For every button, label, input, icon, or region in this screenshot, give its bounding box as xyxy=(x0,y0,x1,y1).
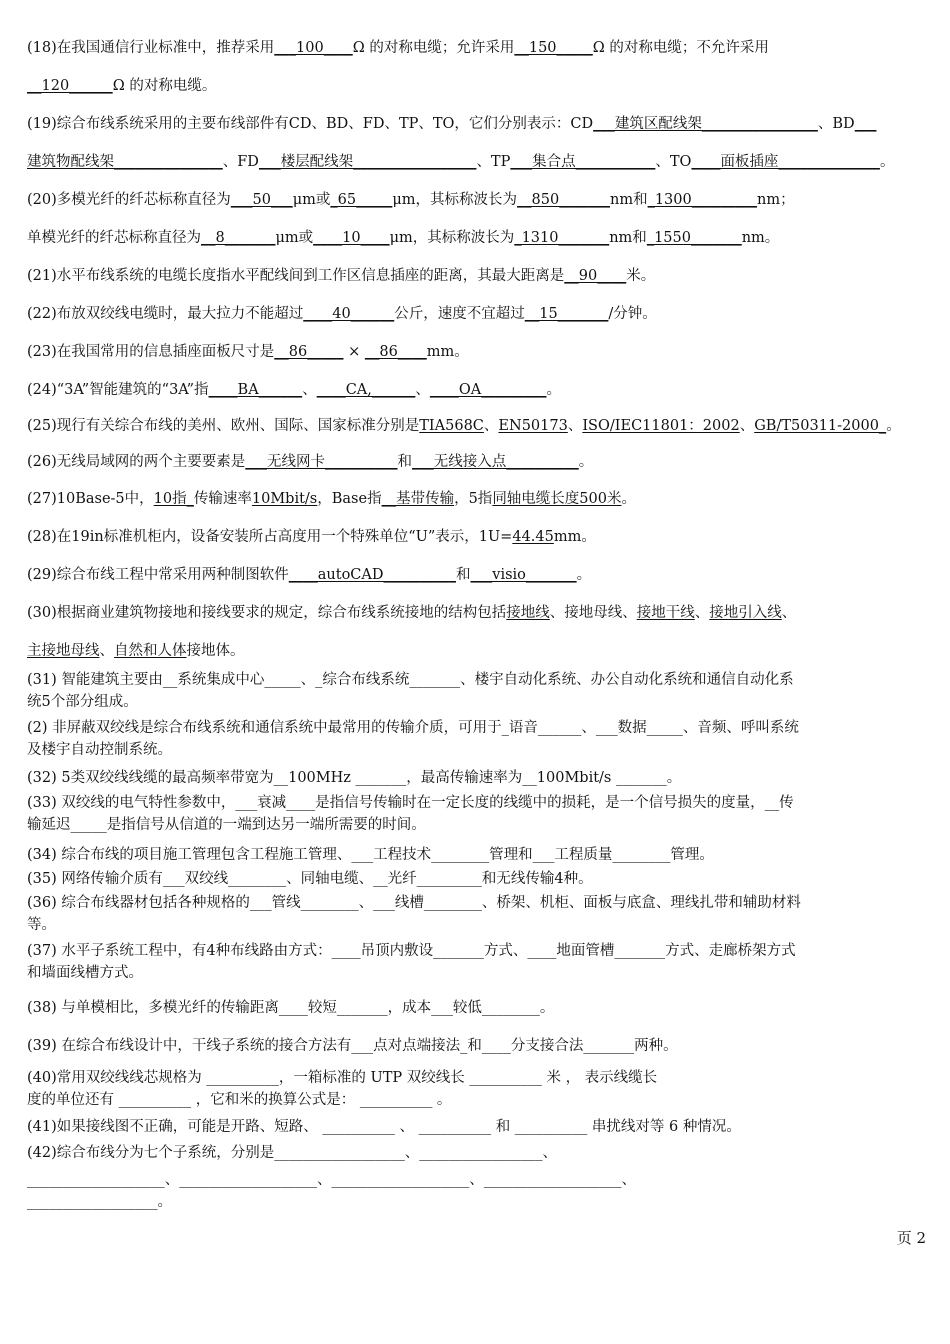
filled-answer: 自然和人体 xyxy=(114,643,187,659)
text-line xyxy=(27,1192,928,1212)
filled-answer: ____面板插座______________ xyxy=(691,154,880,170)
line-text: (31) 智能建筑主要由__系统集成中心_____、_综合布线系统_______、楼宇自动化系统、办公自动化系统和通信自动化系 xyxy=(27,672,794,688)
line-text: 、 xyxy=(567,418,583,434)
text-line xyxy=(27,416,928,436)
line-text: 。 xyxy=(886,418,901,434)
filled-answer: __90____ xyxy=(564,268,627,284)
line-text: 。 xyxy=(546,382,561,398)
line-text: 、 xyxy=(99,643,114,659)
line-text: Ω 的对称电缆；不允许采用 xyxy=(592,40,769,56)
line-text: 传输速率 xyxy=(193,491,252,507)
filled-answer: ____10____ xyxy=(313,230,390,246)
line-text: (41)如果接线图不正确，可能是开路、短路、 __________ 、 __________ 和 __________ 串扰线对等 6 种情况。 xyxy=(27,1119,741,1135)
filled-answer: GB/T50311-2000_ xyxy=(754,418,887,434)
line-text: (2) 非屏蔽双绞线是综合布线系统和通信系统中最常用的传输介质，可用于_语音______、___数据_____、音频、呼叫系统 xyxy=(27,720,799,736)
line-text: (42)综合布线分为七个子系统，分别是__________________、_________________、 xyxy=(27,1145,558,1161)
line-text: 、BD xyxy=(817,116,855,132)
line-text: (27)10Base-5中， xyxy=(27,491,154,507)
filled-answer: _65_____ xyxy=(330,192,393,208)
line-text: (23)在我国常用的信息插座面板尺寸是 xyxy=(27,344,275,360)
line-text: 公斤，速度不宜超过 xyxy=(394,306,525,322)
line-text: 、 xyxy=(483,418,499,434)
line-text: nm。 xyxy=(741,230,780,246)
line-text: /分钟。 xyxy=(608,306,657,322)
filled-answer: __86_____ xyxy=(274,344,344,360)
filled-answer: 接地线 xyxy=(506,605,550,621)
line-text: 度的单位还有 __________ ，它和米的换算公式是： __________ 。 xyxy=(27,1092,452,1108)
text-line xyxy=(27,1117,928,1137)
filled-answer: ISO/IEC11801：2002 xyxy=(582,418,740,434)
filled-answer: ___visio_______ xyxy=(470,567,577,583)
line-text: 单模光纤的纤芯标称直径为 xyxy=(27,230,201,246)
filled-answer: 接地干线 xyxy=(636,605,695,621)
filled-answer: EN50173 xyxy=(498,418,568,434)
filled-answer: 建筑物配线架_______________ xyxy=(27,154,223,170)
line-text: ___________________、___________________、___________________、___________________、 xyxy=(27,1172,636,1188)
text-line xyxy=(27,692,928,712)
text-line xyxy=(27,152,928,172)
text-line xyxy=(27,963,928,983)
line-text: nm和 xyxy=(609,192,648,208)
filled-answer: 主接地母线 xyxy=(27,643,100,659)
line-text: (28)在19in标准机柜内，设备安装所占高度用一个特殊单位“U”表示，1U= xyxy=(27,529,513,545)
filled-answer: ___集合点___________ xyxy=(510,154,656,170)
text-line xyxy=(27,342,928,362)
line-text: 、 xyxy=(415,382,430,398)
line-text: μm，其标称波长为 xyxy=(389,230,515,246)
filled-answer: _1310_______ xyxy=(514,230,610,246)
line-text: 等。 xyxy=(27,917,56,933)
filled-answer: __150_____ xyxy=(514,40,593,56)
line-text: (40)常用双绞线线芯规格为 __________，一箱标准的 UTP 双绞线长 __________ 米 ， 表示线缆长 xyxy=(27,1070,658,1086)
line-text: 统5个部分组成。 xyxy=(27,694,138,710)
line-text: (22)布放双绞线电缆时，最大拉力不能超过 xyxy=(27,306,304,322)
line-text: Ω 的对称电缆。 xyxy=(112,78,217,94)
line-text: 、 xyxy=(694,605,710,621)
text-line xyxy=(27,565,928,585)
text-line xyxy=(27,1170,928,1190)
filled-answer: ____CA,______ xyxy=(316,382,416,398)
filled-answer: __基带传输 xyxy=(381,491,455,507)
text-line xyxy=(27,815,928,835)
filled-answer: 同轴电缆长度500米 xyxy=(492,491,622,507)
filled-answer: ___ xyxy=(854,116,877,132)
text-line xyxy=(27,527,928,547)
filled-answer: __8_______ xyxy=(201,230,276,246)
line-text: mm。 xyxy=(553,529,596,545)
filled-answer: ___建筑区配线架________________ xyxy=(593,116,818,132)
text-line xyxy=(27,228,928,248)
text-line xyxy=(27,266,928,286)
line-text: 。 xyxy=(879,154,895,170)
line-text: 接地体。 xyxy=(186,643,245,659)
text-line xyxy=(27,915,928,935)
filled-answer: ____40______ xyxy=(303,306,395,322)
line-text: (18)在我国通信行业标准中，推荐采用 xyxy=(27,40,275,56)
text-line xyxy=(27,998,928,1018)
text-line xyxy=(27,76,928,96)
text-line xyxy=(27,452,928,472)
text-line xyxy=(27,768,928,788)
line-text: __________________。 xyxy=(27,1194,172,1210)
filled-answer: _1300_________ xyxy=(647,192,757,208)
line-text: (32) 5类双绞线线缆的最高频率带宽为__100MHz _______，最高传输速率为__100Mbit/s _______。 xyxy=(27,770,682,786)
filled-answer: ___楼层配线架_________________ xyxy=(258,154,477,170)
line-text: (24)“3A”智能建筑的“3A”指 xyxy=(27,382,209,398)
line-text: (30)根据商业建筑物接地和接线要求的规定，综合布线系统接地的结构包括 xyxy=(27,605,507,621)
text-line xyxy=(27,1036,928,1056)
filled-answer: 10Mbit/s xyxy=(251,491,318,507)
text-line xyxy=(27,380,928,400)
line-text: 、 xyxy=(739,418,755,434)
text-line xyxy=(27,603,928,623)
line-text: (33) 双绞线的电气特性参数中，___衰减____是指信号传输时在一定长度的线缆中的损耗，是一个信号损失的度量，__传 xyxy=(27,795,794,811)
line-text: 、TO xyxy=(655,154,692,170)
text-line xyxy=(27,793,928,813)
line-text: (21)水平布线系统的电缆长度指水平配线间到工作区信息插座的距离，其最大距离是 xyxy=(27,268,565,284)
line-text: 。 xyxy=(576,567,592,583)
line-text: 及楼宇自动控制系统。 xyxy=(27,742,172,758)
filled-answer: _1550_______ xyxy=(646,230,742,246)
line-text: μm，其标称波长为 xyxy=(392,192,518,208)
filled-answer: 接地引入线 xyxy=(709,605,782,621)
filled-answer: TIA568C xyxy=(419,418,484,434)
text-line xyxy=(27,869,928,889)
text-line xyxy=(27,38,928,58)
line-text: (38) 与单模相比，多模光纤的传输距离____较短_______，成本___较低________。 xyxy=(27,1000,555,1016)
text-line xyxy=(27,190,928,210)
filled-answer: ___无线接入点__________ xyxy=(412,454,579,470)
text-line xyxy=(27,893,928,913)
filled-answer: ____autoCAD__________ xyxy=(288,567,456,583)
line-text: × xyxy=(343,344,365,360)
line-text: Ω 的对称电缆；允许采用 xyxy=(352,40,515,56)
filled-answer: ___50___ xyxy=(230,192,293,208)
line-text: 、 xyxy=(781,605,797,621)
text-line xyxy=(27,304,928,324)
filled-answer: ____OA_________ xyxy=(429,382,547,398)
text-line xyxy=(27,1143,928,1163)
text-line xyxy=(27,941,928,961)
line-text: (19)综合布线系统采用的主要布线部件有CD、BD、FD、TP、TO，它们分别表示：CD xyxy=(27,116,594,132)
line-text: (26)无线局域网的两个主要要素是 xyxy=(27,454,246,470)
text-line xyxy=(27,740,928,760)
filled-answer: ___100____ xyxy=(274,40,353,56)
text-line xyxy=(27,114,928,134)
line-text: 、 xyxy=(302,382,317,398)
line-text: nm； xyxy=(756,192,795,208)
text-line xyxy=(27,1068,928,1088)
filled-answer: 10指_ xyxy=(153,491,194,507)
line-text: 、TP xyxy=(476,154,511,170)
filled-answer: ___无线网卡__________ xyxy=(245,454,398,470)
line-text: 输延迟_____是指信号从信道的一端到达另一端所需要的时间。 xyxy=(27,817,426,833)
text-line xyxy=(27,641,928,661)
text-line xyxy=(27,718,928,738)
line-text: μm或 xyxy=(275,230,314,246)
line-text: (39) 在综合布线设计中，干线子系统的接合方法有___点对点端接法_和____分支接合法_______两种。 xyxy=(27,1038,678,1054)
line-text: (34) 综合布线的项目施工管理包含工程施工管理、___工程技术________管理和___工程质量________管理。 xyxy=(27,847,714,863)
line-text: 。 xyxy=(578,454,594,470)
text-line xyxy=(27,845,928,865)
filled-answer: __120______ xyxy=(27,78,113,94)
filled-answer: ____BA______ xyxy=(208,382,303,398)
line-text: 和 xyxy=(397,454,413,470)
line-text: 米。 xyxy=(626,268,656,284)
line-text: ，5指 xyxy=(454,491,493,507)
line-text: (35) 网络传输介质有___双绞线________、同轴电缆、__光纤_________和无线传输4种。 xyxy=(27,871,593,887)
page-number: 页 2 xyxy=(896,1229,926,1247)
filled-answer: __86____ xyxy=(364,344,427,360)
line-text: μm或 xyxy=(292,192,331,208)
line-text: 和 xyxy=(456,567,471,583)
filled-answer: 44.45 xyxy=(512,529,554,545)
line-text: (29)综合布线工程中常采用两种制图软件 xyxy=(27,567,289,583)
filled-answer: __850_______ xyxy=(517,192,610,208)
line-text: (36) 综合布线器材包括各种规格的___管线________、___线槽________、桥架、机柜、面板与底盒、理线扎带和辅助材料 xyxy=(27,895,801,911)
text-line xyxy=(27,1090,928,1110)
line-text: ，Base指 xyxy=(317,491,382,507)
text-line xyxy=(27,670,928,690)
line-text: nm和 xyxy=(609,230,647,246)
line-text: (25)现行有关综合布线的美州、欧州、国际、国家标准分别是 xyxy=(27,418,420,434)
line-text: (37) 水平子系统工程中，有4种布线路由方式：____吊顶内敷设_______方式、____地面管槽_______方式、走廊桥架方式 xyxy=(27,943,796,959)
line-text: 、接地母线、 xyxy=(549,605,637,621)
line-text: (20)多模光纤的纤芯标称直径为 xyxy=(27,192,231,208)
text-line xyxy=(27,489,928,509)
line-text: 。 xyxy=(621,491,636,507)
line-text: 、FD xyxy=(222,154,259,170)
line-text: mm。 xyxy=(426,344,469,360)
filled-answer: __15_______ xyxy=(524,306,609,322)
line-text: 和墙面线槽方式。 xyxy=(27,965,143,981)
